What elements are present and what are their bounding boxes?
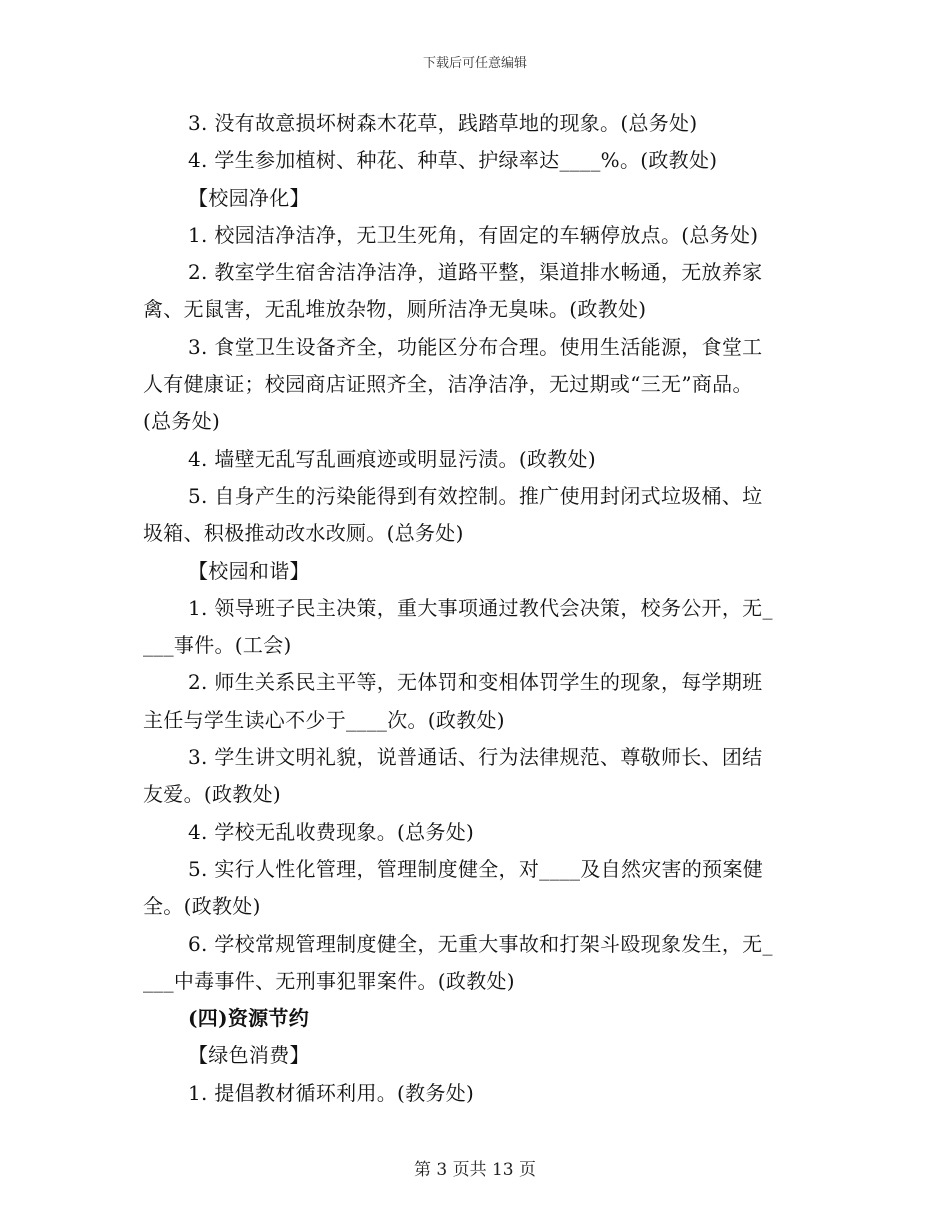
text-line: 4. 墙壁无乱写乱画痕迹或明显污渍。(政教处) [188, 446, 596, 471]
text-line: 【校园净化】 [188, 185, 310, 210]
text-line: 全。(政教处) [143, 894, 261, 919]
text-line: 5. 自身产生的污染能得到有效控制。推广使用封闭式垃圾桶、垃 [188, 483, 763, 508]
text-line: 主任与学生读心不少于____次。(政教处) [143, 707, 505, 732]
page-footer: 第 3 页共 13 页 [413, 1160, 537, 1180]
text-line: 2. 教室学生宿舍洁净洁净，道路平整，渠道排水畅通，无放养家 [188, 260, 763, 285]
text-line: 5. 实行人性化管理，管理制度健全，对____及自然灾害的预案健 [188, 856, 764, 881]
text-line: 1. 校园洁净洁净，无卫生死角，有固定的车辆停放点。(总务处) [188, 222, 759, 247]
text-line: 6. 学校常规管理制度健全，无重大事故和打架斗殴现象发生，无_ [188, 931, 773, 956]
text-line: (四)资源节约 [188, 1006, 310, 1031]
text-line: 3. 学生讲文明礼貌，说普通话、行为法律规范、尊敬师长、团结 [188, 745, 763, 770]
text-line: 人有健康证；校园商店证照齐全，洁净洁净，无过期或“三无”商品。 [143, 372, 753, 397]
text-line: 3. 食堂卫生设备齐全，功能区分布合理。使用生活能源，食堂工 [188, 334, 763, 359]
text-line: ___事件。(工会) [143, 633, 292, 658]
text-line: 1. 提倡教材循环利用。(教务处) [188, 1080, 475, 1105]
text-line: 禽、无鼠害，无乱堆放杂物，厕所洁净无臭味。(政教处) [143, 297, 647, 322]
text-line: 4. 学校无乱收费现象。(总务处) [188, 819, 475, 844]
text-line: 圾箱、积极推动改水改厕。(总务处) [143, 521, 464, 546]
page-header: 下载后可任意编辑 [422, 56, 527, 71]
document-body [143, 105, 807, 1112]
text-line: 友爱。(政教处) [143, 782, 282, 807]
text-line: 【校园和谐】 [188, 558, 310, 583]
text-line: ___中毒事件、无刑事犯罪案件。(政教处) [143, 968, 515, 993]
text-line: (总务处) [143, 409, 221, 434]
text-line: 1. 领导班子民主决策，重大事项通过教代会决策，校务公开，无_ [188, 595, 773, 620]
text-line: 2. 师生关系民主平等，无体罚和变相体罚学生的现象，每学期班 [188, 670, 763, 695]
text-line: 4. 学生参加植树、种花、种草、护绿率达____%。(政教处) [188, 148, 718, 173]
text-line: 【绿色消费】 [188, 1043, 310, 1068]
text-line: 3. 没有故意损坏树森木花草，践踏草地的现象。(总务处) [188, 111, 698, 135]
